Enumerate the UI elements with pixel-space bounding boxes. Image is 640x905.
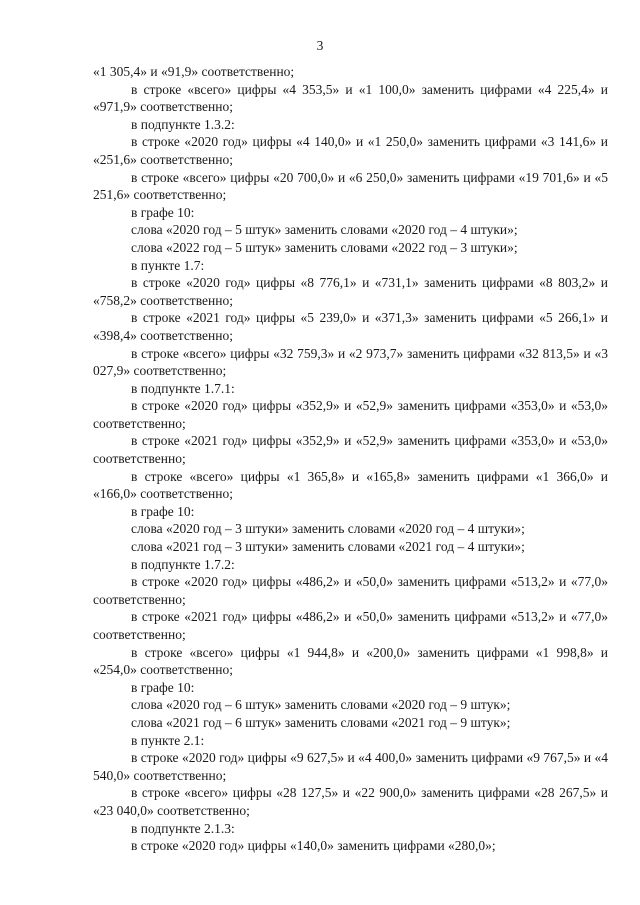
paragraph: в графе 10: — [131, 503, 195, 519]
paragraph: в строке «всего» цифры «28 127,5» и «22 900,0» заменить цифрами «28 267,5» и «23 040,0» соответственно; — [93, 785, 608, 818]
paragraph: «1 305,4» и «91,9» соответственно; — [93, 64, 295, 79]
paragraph: слова «2020 год – 6 штук» заменить словами «2020 год – 9 штук»; — [131, 697, 511, 713]
paragraph: слова «2022 год – 5 штук» заменить словами «2022 год – 3 штуки»; — [131, 239, 518, 255]
paragraph: в графе 10: — [131, 679, 195, 695]
paragraph: в строке «2020 год» цифры «140,0» заменить цифрами «280,0»; — [131, 838, 496, 854]
paragraph: в строке «2020 год» цифры «8 776,1» и «731,1» заменить цифрами «8 803,2» и «758,2» соответственно; — [93, 275, 608, 308]
paragraph: в графе 10: — [131, 204, 195, 220]
paragraph: в строке «2020 год» цифры «486,2» и «50,0» заменить цифрами «513,2» и «77,0» соответственно; — [93, 574, 608, 607]
paragraph: в пункте 2.1: — [131, 732, 205, 748]
paragraph: в подпункте 1.3.2: — [131, 116, 235, 132]
page-number: 3 — [316, 38, 324, 53]
paragraph: в строке «всего» цифры «1 944,8» и «200,0» заменить цифрами «1 998,8» и «254,0» соответственно; — [93, 644, 608, 678]
paragraph: в строке «2021 год» цифры «5 239,0» и «371,3» заменить цифрами «5 266,1» и «398,4» соответственно; — [93, 310, 608, 343]
paragraph: слова «2020 год – 5 штук» заменить словами «2020 год – 4 штуки»; — [131, 222, 518, 238]
paragraph: в строке «2021 год» цифры «486,2» и «50,0» заменить цифрами «513,2» и «77,0» соответственно; — [93, 609, 608, 642]
paragraph: слова «2021 год – 3 штуки» заменить словами «2021 год – 4 штуки»; — [131, 539, 525, 555]
paragraph: в подпункте 2.1.3: — [131, 820, 235, 836]
paragraph: в строке «2020 год» цифры «9 627,5» и «4 400,0» заменить цифрами «9 767,5» и «4 540,0» соответственно; — [93, 750, 608, 783]
paragraph: в строке «всего» цифры «1 365,8» и «165,8» заменить цифрами «1 366,0» и «166,0» соответственно; — [93, 468, 608, 502]
paragraph: в строке «2021 год» цифры «352,9» и «52,9» заменить цифрами «353,0» и «53,0» соответственно; — [93, 433, 608, 467]
paragraph: в строке «всего» цифры «4 353,5» и «1 100,0» заменить цифрами «4 225,4» и «971,9» соответственно; — [93, 81, 608, 115]
paragraph: слова «2021 год – 6 штук» заменить словами «2021 год – 9 штук»; — [131, 714, 511, 730]
document-body — [93, 63, 608, 855]
paragraph: в пункте 1.7: — [131, 257, 205, 273]
paragraph: в строке «2020 год» цифры «352,9» и «52,9» заменить цифрами «353,0» и «53,0» соответственно; — [93, 398, 608, 431]
paragraph: в подпункте 1.7.2: — [131, 556, 235, 572]
paragraph: в строке «всего» цифры «20 700,0» и «6 250,0» заменить цифрами «19 701,6» и «5 251,6» соответственно; — [93, 169, 608, 203]
paragraph: в подпункте 1.7.1: — [131, 380, 235, 396]
paragraph: в строке «всего» цифры «32 759,3» и «2 973,7» заменить цифрами «32 813,5» и «3 027,9» соответственно; — [93, 345, 608, 379]
paragraph: слова «2020 год – 3 штуки» заменить словами «2020 год – 4 штуки»; — [131, 521, 525, 537]
paragraph: в строке «2020 год» цифры «4 140,0» и «1 250,0» заменить цифрами «3 141,6» и «251,6» соответственно; — [93, 134, 608, 167]
